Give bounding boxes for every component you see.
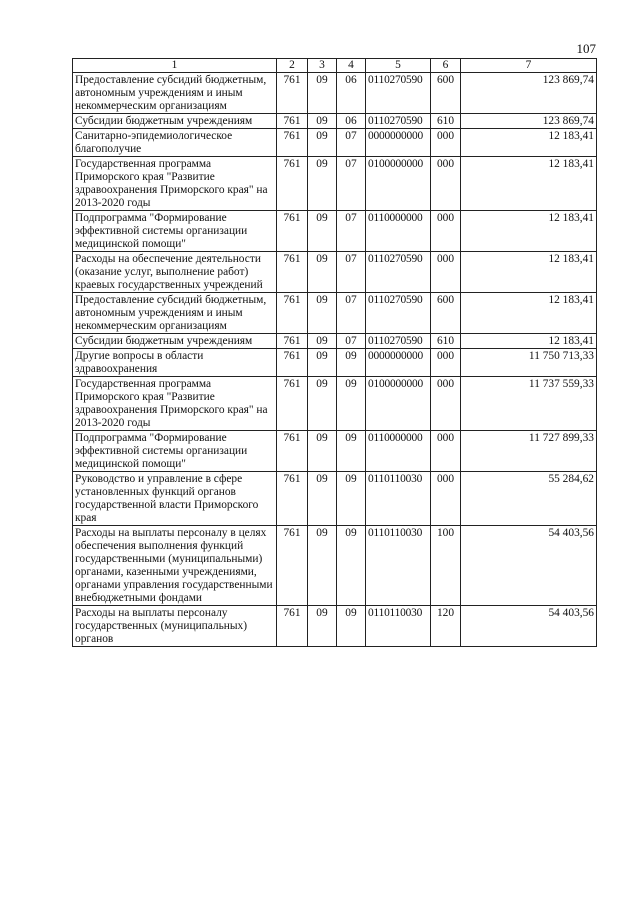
row-pr-cell: 09 — [337, 431, 366, 472]
row-csr-cell: 0110270590 — [366, 334, 431, 349]
table-row — [73, 73, 597, 114]
row-ved-cell: 761 — [277, 431, 308, 472]
row-pr-cell: 09 — [337, 606, 366, 647]
row-csr-cell: 0110270590 — [366, 252, 431, 293]
row-sum-cell: 55 284,62 — [461, 472, 597, 526]
row-pr-cell: 09 — [337, 349, 366, 377]
row-vr-cell: 000 — [431, 252, 461, 293]
row-ved-cell: 761 — [277, 252, 308, 293]
row-rz-cell: 09 — [308, 114, 337, 129]
row-sum-cell: 54 403,56 — [461, 606, 597, 647]
column-header: 4 — [337, 59, 366, 73]
row-name-cell: Государственная программа Приморского края "Развитие здравоохранения Приморского края" на 2013-2020 годы — [73, 157, 277, 211]
table-row — [73, 431, 597, 472]
row-ved-cell: 761 — [277, 114, 308, 129]
row-name-cell: Расходы на обеспечение деятельности (оказание услуг, выполнение работ) краевых государственных учреждений — [73, 252, 277, 293]
table-row — [73, 157, 597, 211]
table-row — [73, 526, 597, 606]
row-rz-cell: 09 — [308, 252, 337, 293]
row-rz-cell: 09 — [308, 377, 337, 431]
row-pr-cell: 07 — [337, 293, 366, 334]
row-pr-cell: 09 — [337, 526, 366, 606]
row-rz-cell: 09 — [308, 211, 337, 252]
column-header: 5 — [366, 59, 431, 73]
row-csr-cell: 0110110030 — [366, 526, 431, 606]
row-rz-cell: 09 — [308, 431, 337, 472]
row-name-cell: Субсидии бюджетным учреждениям — [73, 334, 277, 349]
row-ved-cell: 761 — [277, 157, 308, 211]
budget-table — [72, 58, 597, 647]
column-header: 3 — [308, 59, 337, 73]
page-number: 107 — [576, 41, 596, 56]
row-vr-cell: 000 — [431, 472, 461, 526]
row-csr-cell: 0110270590 — [366, 73, 431, 114]
row-vr-cell: 120 — [431, 606, 461, 647]
row-ved-cell: 761 — [277, 73, 308, 114]
row-ved-cell: 761 — [277, 293, 308, 334]
row-pr-cell: 07 — [337, 157, 366, 211]
column-header: 7 — [461, 59, 597, 73]
row-rz-cell: 09 — [308, 293, 337, 334]
header-row — [73, 59, 597, 73]
column-header: 2 — [277, 59, 308, 73]
row-sum-cell: 12 183,41 — [461, 129, 597, 157]
row-csr-cell: 0110270590 — [366, 114, 431, 129]
row-name-cell: Расходы на выплаты персоналу в целях обеспечения выполнения функций государственными (муниципальными) органами, казенными учреждениями, органами управления государственными внебюджетными фондами — [73, 526, 277, 606]
row-sum-cell: 123 869,74 — [461, 114, 597, 129]
table-row — [73, 293, 597, 334]
row-rz-cell: 09 — [308, 73, 337, 114]
row-vr-cell: 000 — [431, 349, 461, 377]
row-csr-cell: 0100000000 — [366, 157, 431, 211]
row-csr-cell: 0110110030 — [366, 606, 431, 647]
row-vr-cell: 000 — [431, 157, 461, 211]
row-pr-cell: 07 — [337, 129, 366, 157]
row-pr-cell: 07 — [337, 211, 366, 252]
row-rz-cell: 09 — [308, 157, 337, 211]
row-csr-cell: 0110270590 — [366, 293, 431, 334]
row-sum-cell: 12 183,41 — [461, 293, 597, 334]
row-pr-cell: 09 — [337, 377, 366, 431]
row-pr-cell: 06 — [337, 73, 366, 114]
row-ved-cell: 761 — [277, 211, 308, 252]
row-csr-cell: 0110000000 — [366, 211, 431, 252]
row-ved-cell: 761 — [277, 129, 308, 157]
row-name-cell: Предоставление субсидий бюджетным, автономным учреждениям и иным некоммерческим организациям — [73, 73, 277, 114]
row-rz-cell: 09 — [308, 129, 337, 157]
row-pr-cell: 06 — [337, 114, 366, 129]
row-name-cell: Предоставление субсидий бюджетным, автономным учреждениям и иным некоммерческим организациям — [73, 293, 277, 334]
row-vr-cell: 600 — [431, 73, 461, 114]
row-vr-cell: 000 — [431, 129, 461, 157]
row-sum-cell: 11 727 899,33 — [461, 431, 597, 472]
row-name-cell: Расходы на выплаты персоналу государственных (муниципальных) органов — [73, 606, 277, 647]
row-vr-cell: 000 — [431, 431, 461, 472]
table-row — [73, 377, 597, 431]
table-row — [73, 472, 597, 526]
row-rz-cell: 09 — [308, 349, 337, 377]
table-body — [73, 73, 597, 647]
row-rz-cell: 09 — [308, 606, 337, 647]
row-pr-cell: 09 — [337, 472, 366, 526]
row-ved-cell: 761 — [277, 606, 308, 647]
row-vr-cell: 610 — [431, 334, 461, 349]
row-pr-cell: 07 — [337, 252, 366, 293]
table-row — [73, 349, 597, 377]
table-row — [73, 114, 597, 129]
row-csr-cell: 0000000000 — [366, 129, 431, 157]
row-rz-cell: 09 — [308, 334, 337, 349]
row-ved-cell: 761 — [277, 349, 308, 377]
column-header: 1 — [73, 59, 277, 73]
row-vr-cell: 100 — [431, 526, 461, 606]
row-ved-cell: 761 — [277, 377, 308, 431]
row-vr-cell: 000 — [431, 211, 461, 252]
row-csr-cell: 0110000000 — [366, 431, 431, 472]
row-name-cell: Подпрограмма "Формирование эффективной системы организации медицинской помощи" — [73, 211, 277, 252]
row-csr-cell: 0100000000 — [366, 377, 431, 431]
row-name-cell: Подпрограмма "Формирование эффективной системы организации медицинской помощи" — [73, 431, 277, 472]
row-pr-cell: 07 — [337, 334, 366, 349]
row-sum-cell: 54 403,56 — [461, 526, 597, 606]
row-rz-cell: 09 — [308, 526, 337, 606]
row-vr-cell: 600 — [431, 293, 461, 334]
row-rz-cell: 09 — [308, 472, 337, 526]
row-sum-cell: 123 869,74 — [461, 73, 597, 114]
row-sum-cell: 12 183,41 — [461, 252, 597, 293]
column-header: 6 — [431, 59, 461, 73]
table-row — [73, 334, 597, 349]
table-row — [73, 129, 597, 157]
table-row — [73, 252, 597, 293]
row-sum-cell: 11 737 559,33 — [461, 377, 597, 431]
row-name-cell: Субсидии бюджетным учреждениям — [73, 114, 277, 129]
row-name-cell: Другие вопросы в области здравоохранения — [73, 349, 277, 377]
row-name-cell: Государственная программа Приморского края "Развитие здравоохранения Приморского края" на 2013-2020 годы — [73, 377, 277, 431]
row-name-cell: Санитарно-эпидемиологическое благополучие — [73, 129, 277, 157]
row-name-cell: Руководство и управление в сфере установленных функций органов государственной власти Приморского края — [73, 472, 277, 526]
row-sum-cell: 11 750 713,33 — [461, 349, 597, 377]
row-ved-cell: 761 — [277, 334, 308, 349]
table-row — [73, 211, 597, 252]
row-csr-cell: 0000000000 — [366, 349, 431, 377]
row-sum-cell: 12 183,41 — [461, 211, 597, 252]
row-ved-cell: 761 — [277, 526, 308, 606]
row-csr-cell: 0110110030 — [366, 472, 431, 526]
row-ved-cell: 761 — [277, 472, 308, 526]
row-sum-cell: 12 183,41 — [461, 334, 597, 349]
row-vr-cell: 610 — [431, 114, 461, 129]
row-sum-cell: 12 183,41 — [461, 157, 597, 211]
row-vr-cell: 000 — [431, 377, 461, 431]
table-row — [73, 606, 597, 647]
